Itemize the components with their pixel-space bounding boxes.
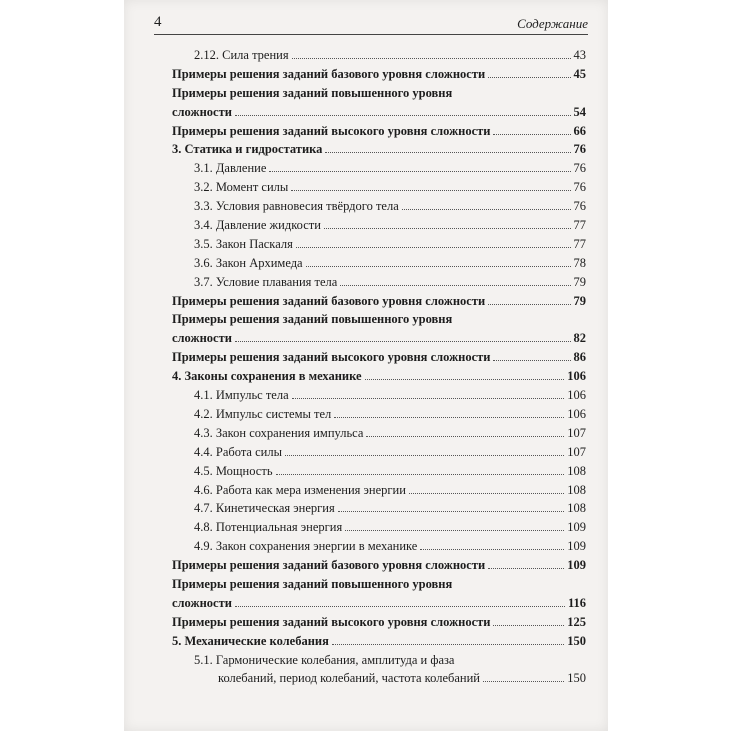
toc-entry-title-line1: Примеры решения заданий повышенного уровня [172, 312, 453, 327]
toc-entry [172, 651, 586, 689]
toc-entry [172, 159, 586, 178]
dot-leader [493, 625, 564, 626]
dot-leader [488, 77, 570, 78]
toc-entry-page: 106 [567, 388, 586, 403]
toc-entry-title: 2.12. Сила трения [194, 48, 289, 62]
toc-entry [172, 310, 586, 348]
toc-entry-title: 4.6. Работа как мера изменения энергии [194, 482, 406, 497]
toc-entry-page: 76 [573, 142, 586, 157]
toc-entry [172, 273, 586, 292]
toc-entry [172, 537, 586, 556]
toc-entry-title: Примеры решения заданий базового уровня сложности [172, 66, 486, 81]
toc-entry [172, 386, 586, 405]
dot-leader [340, 285, 570, 286]
dot-leader [291, 190, 570, 191]
toc-entry-title-line1: Примеры решения заданий повышенного уровня [172, 576, 453, 591]
toc-entry-page: 106 [567, 369, 586, 384]
toc-entry [172, 405, 586, 424]
toc-entry-title-line2: сложности [172, 595, 232, 610]
dot-leader [292, 58, 571, 59]
toc-entry [172, 481, 586, 500]
dot-leader [325, 152, 570, 153]
toc-entry-title: 4.2. Импульс системы тел [194, 406, 332, 421]
book-page [124, 0, 608, 731]
page-number: 4 [154, 14, 162, 30]
toc-entry-page: 76 [573, 161, 586, 176]
toc-entry-page: 76 [573, 199, 586, 214]
toc-entry-page: 107 [567, 425, 586, 440]
dot-leader [345, 530, 564, 531]
toc-entry [172, 84, 586, 122]
toc-entry [172, 235, 586, 254]
dot-leader [483, 681, 564, 682]
toc-entry [172, 443, 586, 462]
toc-entry [172, 122, 586, 141]
toc-entry-title-line1: Примеры решения заданий повышенного уровня [172, 85, 453, 100]
toc-entry-page: 82 [573, 331, 586, 346]
page-header [154, 14, 588, 35]
dot-leader [366, 436, 564, 437]
toc-entry [172, 46, 586, 65]
toc-entry-title: Примеры решения заданий базового уровня сложности [172, 558, 486, 573]
toc-entry-title: Примеры решения заданий базового уровня сложности [172, 293, 486, 308]
toc-entry-title-line2: колебаний, период колебаний, частота колебаний [218, 671, 480, 686]
toc-entry-title: 3.5. Закон Паскаля [194, 236, 293, 251]
toc-entry-page: 108 [567, 482, 586, 497]
dot-leader [493, 360, 570, 361]
toc-entry [172, 65, 586, 84]
toc-entry-page: 66 [573, 123, 586, 138]
toc-entry-page: 107 [567, 444, 586, 459]
toc-entry-page: 108 [567, 501, 586, 516]
toc-entry-page: 150 [567, 671, 586, 686]
toc-entry-title: 4.8. Потенциальная энергия [194, 520, 343, 535]
toc-entry-page: 86 [573, 350, 586, 365]
toc-entry [172, 140, 586, 159]
toc-entry-page: 150 [567, 633, 586, 648]
toc-entry [172, 367, 586, 386]
toc-entry-title-line2: сложности [172, 331, 232, 346]
toc-entry-page: 77 [573, 236, 586, 251]
dot-leader [338, 511, 565, 512]
toc-entry-title: 3. Статика и гидростатика [172, 142, 323, 157]
toc-entry-title-line1: 5.1. Гармонические колебания, амплитуда и фаза [194, 652, 455, 667]
toc-entry-page: 43 [573, 48, 586, 62]
dot-leader [296, 247, 571, 248]
toc-entry-title: 3.3. Условия равновесия твёрдого тела [194, 199, 399, 214]
toc-entry-title: 4.5. Мощность [194, 463, 273, 478]
toc-entry-title: 3.2. Момент силы [194, 180, 289, 195]
table-of-contents [172, 46, 586, 688]
dot-leader [324, 228, 571, 229]
toc-entry-page: 78 [573, 255, 586, 270]
dot-leader [235, 115, 571, 116]
toc-entry-title: Примеры решения заданий высокого уровня сложности [172, 123, 491, 138]
toc-entry-title: 4.4. Работа силы [194, 444, 282, 459]
toc-entry-title: 4. Законы сохранения в механике [172, 369, 362, 384]
dot-leader [269, 171, 570, 172]
dot-leader [332, 644, 564, 645]
dot-leader [235, 606, 565, 607]
toc-entry [172, 613, 586, 632]
toc-entry-page: 116 [567, 595, 586, 610]
dot-leader [488, 304, 570, 305]
toc-entry-title: Примеры решения заданий высокого уровня сложности [172, 350, 491, 365]
toc-entry-page: 45 [573, 66, 586, 81]
toc-entry-title: 3.6. Закон Архимеда [194, 255, 303, 270]
dot-leader [276, 474, 565, 475]
dot-leader [402, 209, 571, 210]
dot-leader [306, 266, 571, 267]
toc-entry-title: 4.3. Закон сохранения импульса [194, 425, 364, 440]
toc-entry-title: Примеры решения заданий высокого уровня сложности [172, 614, 491, 629]
toc-entry [172, 424, 586, 443]
dot-leader [235, 341, 571, 342]
toc-entry-page: 125 [567, 614, 586, 629]
toc-entry-page: 76 [573, 180, 586, 195]
toc-entry [172, 197, 586, 216]
toc-entry [172, 575, 586, 613]
dot-leader [409, 493, 564, 494]
toc-entry [172, 178, 586, 197]
toc-entry-page: 108 [567, 463, 586, 478]
toc-entry-title: 4.9. Закон сохранения энергии в механике [194, 539, 418, 554]
toc-entry [172, 254, 586, 273]
toc-entry [172, 216, 586, 235]
toc-entry-page: 109 [567, 539, 586, 554]
dot-leader [292, 398, 565, 399]
toc-entry-page: 109 [567, 558, 586, 573]
toc-entry-page: 79 [573, 274, 586, 289]
dot-leader [488, 568, 564, 569]
toc-entry-title: 4.7. Кинетическая энергия [194, 501, 335, 516]
dot-leader [493, 134, 570, 135]
toc-entry-page: 106 [567, 406, 586, 421]
dot-leader [365, 379, 565, 380]
toc-entry [172, 292, 586, 311]
toc-entry-title: 3.1. Давление [194, 161, 267, 176]
toc-entry [172, 518, 586, 537]
toc-entry-page: 79 [573, 293, 586, 308]
toc-entry-title-line2: сложности [172, 104, 232, 119]
toc-entry [172, 348, 586, 367]
toc-entry [172, 462, 586, 481]
toc-entry-title: 3.7. Условие плавания тела [194, 274, 338, 289]
toc-entry-page: 77 [573, 218, 586, 233]
toc-entry-title: 5. Механические колебания [172, 633, 329, 648]
dot-leader [334, 417, 564, 418]
dot-leader [285, 455, 564, 456]
toc-entry [172, 499, 586, 518]
running-head: Содержание [517, 16, 588, 31]
dot-leader [420, 549, 564, 550]
toc-entry [172, 556, 586, 575]
toc-entry-page: 54 [573, 104, 586, 119]
toc-entry-title: 3.4. Давление жидкости [194, 218, 321, 233]
toc-entry-page: 109 [567, 520, 586, 535]
toc-entry-title: 4.1. Импульс тела [194, 388, 289, 403]
toc-entry [172, 632, 586, 651]
